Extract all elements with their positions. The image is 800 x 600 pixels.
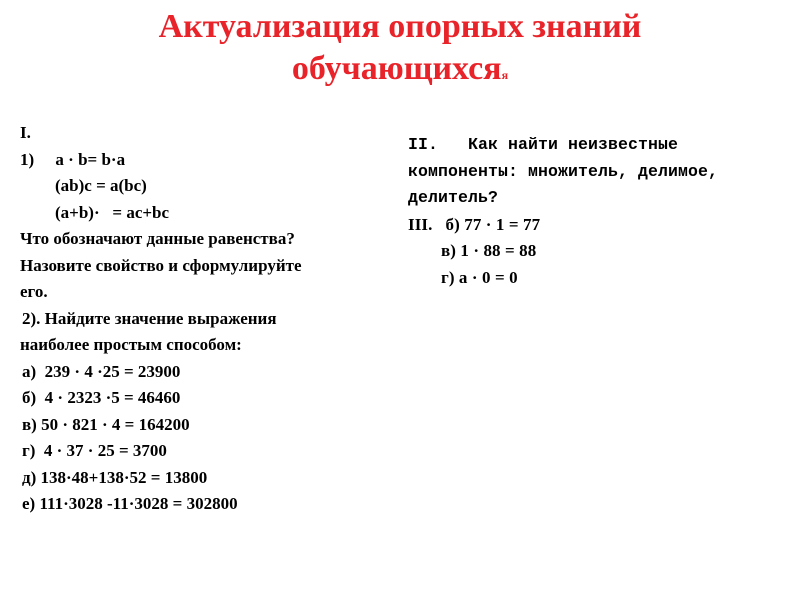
section-iii-line-3: г) а · 0 = 0 bbox=[441, 267, 518, 287]
answer-a: а) 239 · 4 ·25 = 23900 bbox=[22, 361, 181, 381]
left-column bbox=[20, 120, 400, 518]
distributive-law: (a+b)· = ac+bc bbox=[55, 202, 170, 222]
answer-v: в) 50 · 821 · 4 = 164200 bbox=[22, 414, 190, 434]
associative-law: (ab)c = a(bc) bbox=[55, 176, 147, 195]
title-line-2 bbox=[0, 48, 800, 96]
section-iii-line-1: III. б) 77 · 1 = 77 bbox=[408, 214, 541, 234]
right-column bbox=[408, 132, 788, 291]
section-i-label: I. bbox=[20, 123, 31, 142]
title-line-2-text: обучающихся bbox=[291, 50, 502, 87]
answer-g: г) 4 · 37 · 25 = 3700 bbox=[22, 441, 167, 460]
section-ii-line-1: II. Как найти неизвестные bbox=[408, 135, 679, 154]
answer-e: е) 111·3028 -11·3028 = 302800 bbox=[22, 494, 238, 513]
title-line-1: Актуализация опорных знаний bbox=[158, 8, 642, 45]
section-iii-line-2: в) 1 · 88 = 88 bbox=[441, 241, 537, 260]
title-line-2-suffix: я bbox=[501, 68, 509, 82]
task-line-1: 2). Найдите значение выражения bbox=[22, 308, 277, 328]
slide-title bbox=[0, 6, 800, 96]
question-line-2: Назовите свойство и сформулируйте bbox=[20, 255, 302, 275]
task-line-2: наиболее простым способом: bbox=[20, 335, 242, 354]
answer-d: д) 138·48+138·52 = 13800 bbox=[22, 467, 208, 487]
question-line-1: Что обозначают данные равенства? bbox=[20, 229, 295, 248]
section-ii-line-3: делитель? bbox=[408, 188, 499, 207]
section-ii-line-2: компоненты: множитель, делимое, bbox=[408, 161, 719, 181]
answer-b: б) 4 · 2323 ·5 = 46460 bbox=[22, 388, 181, 407]
question-line-3: его. bbox=[20, 282, 48, 301]
commutative-law: 1) a · b= b·a bbox=[20, 149, 126, 169]
